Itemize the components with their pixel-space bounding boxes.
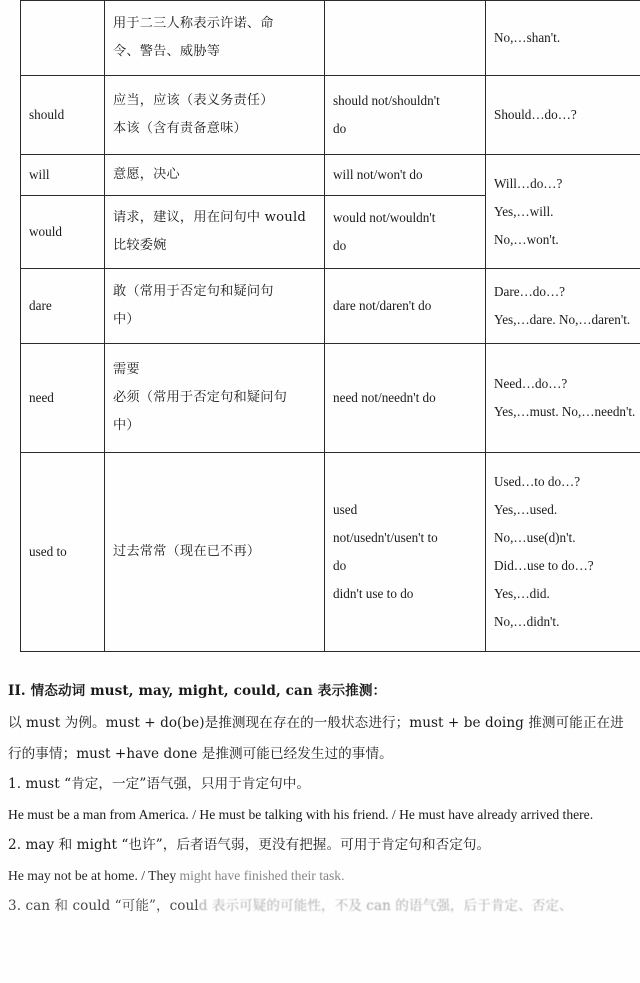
example-2-text: He may not be at home. / They [8, 867, 180, 883]
qa-line: Yes,…used. [494, 502, 558, 517]
qa-line: Used…to do…? [494, 474, 581, 489]
cell-meaning [105, 155, 325, 196]
qa-line: Yes,…did. [494, 586, 550, 601]
item-3-faded-tail: d 表示可疑的可能性，不及 can 的语气强，后于肯定、否定、 [198, 898, 573, 914]
table-row [21, 269, 640, 344]
table-row [21, 1, 640, 76]
table-row [21, 344, 640, 453]
meaning-line: 意愿，决心 [113, 167, 180, 182]
negative-line: didn't use to do [333, 586, 414, 601]
cell-negative [325, 344, 486, 453]
cell-modal: would [21, 196, 105, 269]
cell-qa [486, 1, 640, 76]
meaning-line: 需要 [113, 362, 140, 377]
qa-line: Need…do…? [494, 376, 568, 391]
meaning-line: 本该（含有责备意味） [113, 121, 247, 136]
qa-line: No,…shan't. [494, 30, 561, 45]
meaning-line: 请求，建议，用在问句中 would [113, 210, 307, 225]
cell-negative [325, 155, 486, 196]
section-paragraph-item-1: 1. must “肯定，一定”语气强，只用于肯定句中。 [8, 776, 311, 792]
negative-line: do [333, 238, 347, 253]
cell-qa [486, 344, 640, 453]
qa-line: No,…won't. [494, 231, 559, 247]
negative-line: would not/wouldn't [333, 210, 436, 225]
cell-modal: used to [21, 453, 105, 652]
meaning-line: 中） [113, 418, 140, 433]
table-row [21, 453, 640, 652]
speculation-section [8, 676, 628, 922]
cell-negative [325, 269, 486, 344]
qa-line: Should…do…? [494, 107, 577, 122]
cell-qa [486, 269, 640, 344]
section-paragraph-item-2: 2. may 和 might “也许”，后者语气弱，更没有把握。可用于肯定句和否定句。 [8, 837, 491, 853]
negative-line: need not/needn't do [333, 390, 436, 405]
section-paragraph-example-1: He must be a man from America. / He must be talking with his friend. / He must have already arrived there. [8, 806, 594, 822]
example-2-faded-tail: might have finished their task. [179, 867, 345, 883]
cell-meaning [105, 453, 325, 652]
section-heading: II. 情态动词 must, may, might, could, can 表示推测： [8, 683, 387, 699]
negative-line: do [333, 558, 347, 573]
section-paragraph-example-2 [8, 861, 628, 892]
table-row [21, 76, 640, 155]
meaning-line: 应当，应该（表义务责任） [113, 93, 274, 108]
qa-line: Yes,…will. [494, 203, 554, 219]
negative-line: will not/won't do [333, 167, 423, 182]
negative-line: not/usedn't/usen't to [333, 530, 438, 545]
qa-line: No,…use(d)n't. [494, 530, 576, 545]
qa-line: No,…didn't. [494, 614, 560, 629]
meaning-line: 用于二三人称表示许诺、命 [113, 16, 274, 31]
qa-line: Yes,…dare. No,…daren't. [494, 312, 631, 327]
meaning-line: 过去常常（现在已不再） [113, 544, 261, 559]
cell-negative [325, 1, 486, 76]
qa-line: Will…do…? [494, 175, 563, 191]
meaning-line: 令、警告、威胁等 [113, 44, 221, 59]
section-paragraph-item-3 [8, 891, 628, 922]
cell-negative [325, 453, 486, 652]
qa-line: Dare…do…? [494, 284, 566, 299]
table-row [21, 155, 640, 196]
qa-line: Yes,…must. No,…needn't. [494, 404, 636, 419]
negative-line: dare not/daren't do [333, 298, 432, 313]
cell-qa [486, 453, 640, 652]
cell-negative [325, 76, 486, 155]
cell-modal: need [21, 344, 105, 453]
cell-meaning [105, 1, 325, 76]
meaning-line: 比较委婉 [113, 238, 167, 253]
meaning-line: 敢（常用于否定句和疑问句 [113, 284, 274, 299]
cell-modal: dare [21, 269, 105, 344]
cell-modal: will [21, 155, 105, 196]
negative-line: should not/shouldn't [333, 93, 440, 108]
qa-line: Did…use to do…? [494, 558, 594, 573]
item-3-text: 3. can 和 could “可能”，coul [8, 898, 199, 914]
section-paragraph-intro: 以 must 为例。must + do(be)是推测现在存在的一般状态进行；must + be doing 推测可能正在进行的事情；must +have done 是推测可能已经发生过的事情。 [8, 715, 624, 762]
modal-verbs-table [20, 0, 640, 652]
cell-meaning [105, 76, 325, 155]
cell-meaning [105, 344, 325, 453]
cell-modal [21, 1, 105, 76]
meaning-line: 中） [113, 312, 140, 327]
cell-qa [486, 76, 640, 155]
negative-line: do [333, 121, 347, 136]
cell-qa [486, 155, 640, 269]
meaning-line: 必须（常用于否定句和疑问句 [113, 390, 288, 405]
cell-modal: should [21, 76, 105, 155]
cell-meaning [105, 196, 325, 269]
negative-line: used [333, 502, 358, 517]
cell-meaning [105, 269, 325, 344]
cell-negative [325, 196, 486, 269]
